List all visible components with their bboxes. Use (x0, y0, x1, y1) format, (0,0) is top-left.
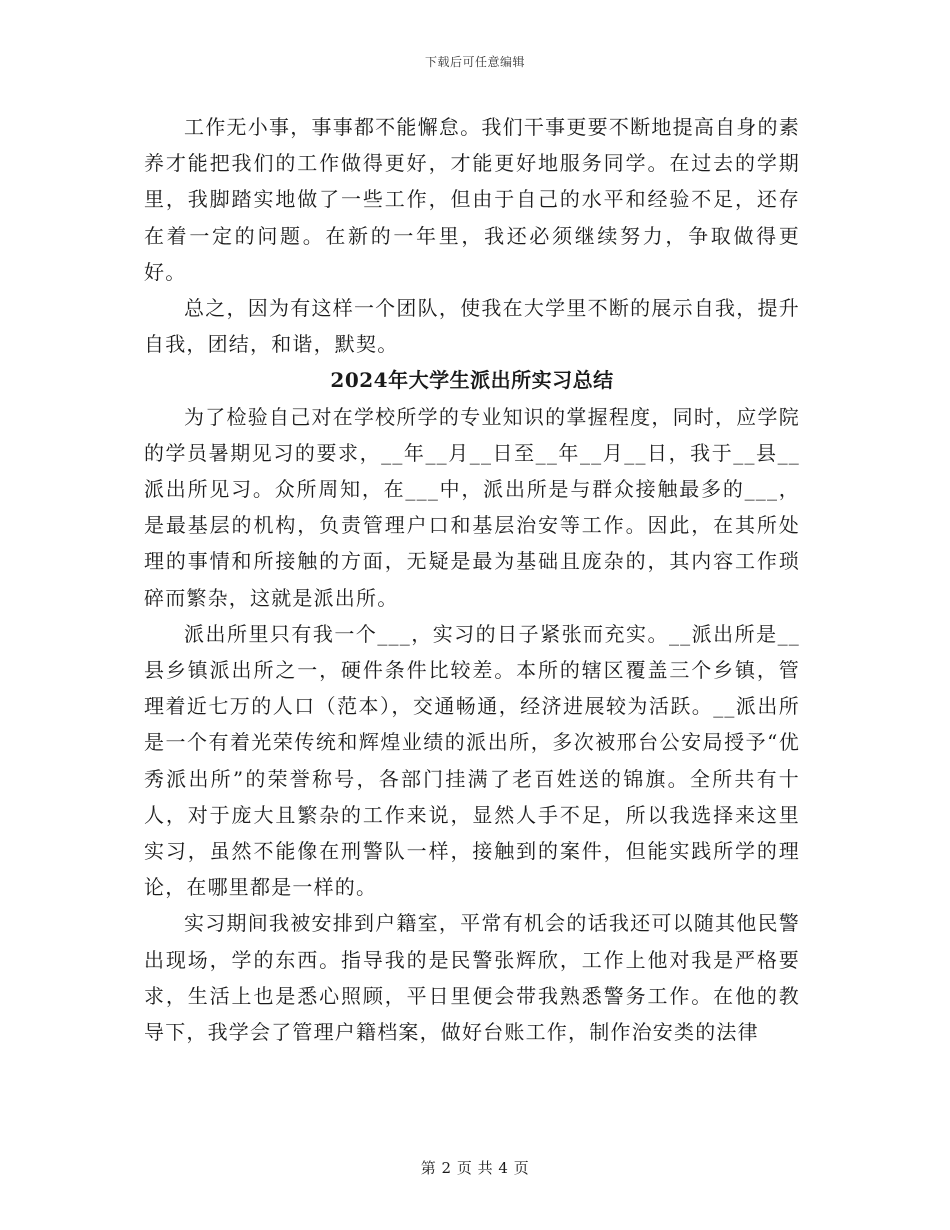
paragraph-household-registration: 实习期间我被安排到户籍室，平常有机会的话我还可以随其他民警出现场，学的东西。指导我的是民警张辉欣，工作上他对我是严格要求，生活上也是悉心照顾，平日里便会带我熟悉警务工作。在他的教导下，我学会了管理户籍档案，做好台账工作，制作治安类的法律 (144, 911, 800, 1045)
paragraph-work-attitude: 工作无小事，事事都不能懈怠。我们干事更要不断地提高自身的素养才能把我们的工作做得更好，才能更好地服务同学。在过去的学期里，我脚踏实地做了一些工作，但由于自己的水平和经验不足，还存在着一定的问题。在新的一年里，我还必须继续努力，争取做得更好。 (144, 115, 800, 284)
page-header-note: 下载后可任意编辑 (424, 55, 525, 69)
section-title: 2024年大学生派出所实习总结 (330, 368, 614, 393)
paragraph-station-description: 派出所里只有我一个___，实习的日子紧张而充实。__派出所是__县乡镇派出所之一，硬件条件比较差。本所的辖区覆盖三个乡镇，管理着近七万的人口（范本），交通畅通，经济进展较为活跃。__派出所是一个有着光荣传统和辉煌业绩的派出所，多次被邢台公安局授予“优秀派出所”的荣誉称号，各部门挂满了老百姓送的锦旗。全所共有十人，对于庞大且繁杂的工作来说，显然人手不足，所以我选择来这里实习，虽然不能像在刑警队一样，接触到的案件，但能实践所学的理论，在哪里都是一样的。 (144, 621, 800, 900)
page-number: 第 2 页 共 4 页 (420, 1159, 530, 1177)
paragraph-internship-intro: 为了检验自己对在学校所学的专业知识的掌握程度，同时，应学院的学员暑期见习的要求，__年__月__日至__年__月__日，我于__县__派出所见习。众所周知，在___中，派出所是与群众接触最多的___，是最基层的机构，负责管理户口和基层治安等工作。因此，在其所处理的事情和所接触的方面，无疑是最为基础且庞杂的，其内容工作琐碎而繁杂，这就是派出所。 (144, 404, 800, 610)
paragraph-conclusion: 总之，因为有这样一个团队，使我在大学里不断的展示自我，提升自我，团结，和谐，默契。 (144, 296, 800, 357)
document-body (144, 109, 800, 1050)
